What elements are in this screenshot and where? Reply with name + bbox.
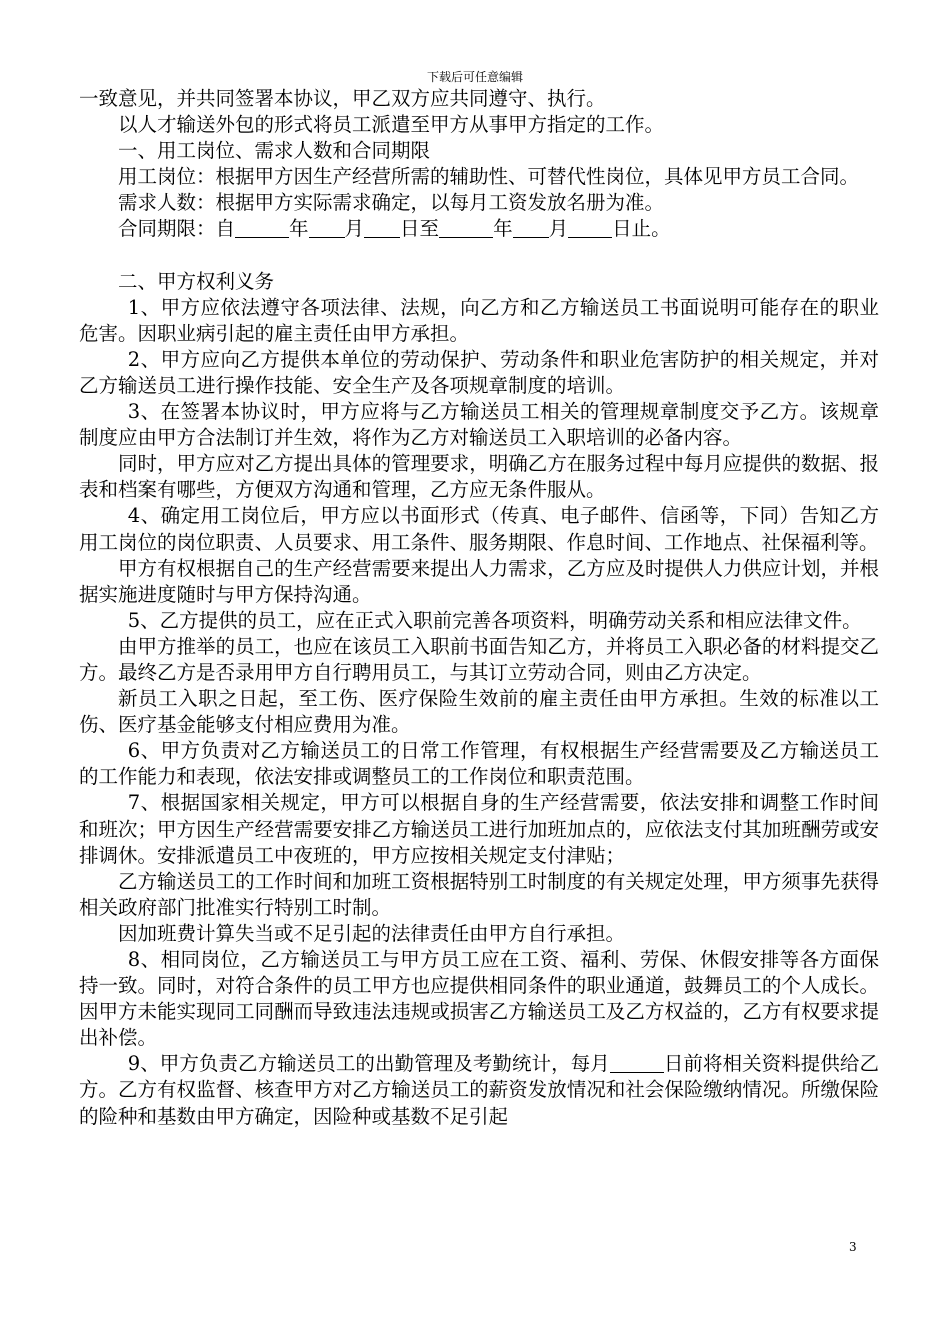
- page-header: 下载后可任意编辑: [426, 70, 523, 84]
- clause-4: 4、确定用工岗位后，甲方应以书面形式（传真、电子邮件、信函等，下同）告知乙方用工岗位的岗位职责、人员要求、用工条件、服务期限、作息时间、工作地点、社保福利等。: [79, 504, 879, 554]
- clause-1: 1、甲方应依法遵守各项法律、法规，向乙方和乙方输送员工书面说明可能存在的职业危害。因职业病引起的雇主责任由甲方承担。: [79, 295, 879, 345]
- blank-start-month: [309, 219, 345, 238]
- clause-3-note: 同时，甲方应对乙方提出具体的管理要求，明确乙方在服务过程中每月应提供的数据、报表和档案有哪些，方便双方沟通和管理，乙方应无条件服从。: [79, 452, 879, 502]
- clause-7-note-2: 因加班费计算失当或不足引起的法律责任由甲方自行承担。: [118, 921, 626, 945]
- clause-6: 6、甲方负责对乙方输送员工的日常工作管理，有权根据生产经营需要及乙方输送员工的工作能力和表现，依法安排或调整员工的工作岗位和职责范围。: [79, 739, 879, 789]
- blank-day-of-month: [610, 1054, 664, 1073]
- year-label: 年: [289, 217, 309, 241]
- clause-9: [79, 1051, 879, 1129]
- day-end-label: 日止。: [612, 217, 671, 241]
- clause-5-note-2: 新员工入职之日起，至工伤、医疗保险生效前的雇主责任由甲方承担。生效的标准以工伤、医疗基金能够支付相应费用为准。: [79, 687, 879, 737]
- clause-5-note-1: 由甲方推举的员工，也应在该员工入职前书面告知乙方，并将员工入职必备的材料提交乙方。最终乙方是否录用甲方自行聘用员工，与其订立劳动合同，则由乙方决定。: [79, 634, 879, 684]
- clause-5: 5、乙方提供的员工，应在正式入职前完善各项资料，明确劳动关系和相应法律文件。: [127, 608, 862, 632]
- document-body: [79, 86, 879, 1130]
- clause-3: 3、在签署本协议时，甲方应将与乙方输送员工相关的管理规章制度交予乙方。该规章制度应由甲方合法制订并生效，将作为乙方对输送员工入职培训的必备内容。: [79, 400, 879, 450]
- year-label: 年: [493, 217, 513, 241]
- blank-end-month: [513, 219, 549, 238]
- section-heading-1: 一、用工岗位、需求人数和合同期限: [118, 139, 431, 163]
- paragraph-intro-2: 以人才输送外包的形式将员工派遣至甲方从事甲方指定的工作。: [118, 113, 665, 137]
- blank-start-year: [235, 219, 289, 238]
- clause-2: 2、甲方应向乙方提供本单位的劳动保护、劳动条件和职业危害防护的相关规定，并对乙方输送员工进行操作技能、安全生产及各项规章制度的培训。: [79, 347, 879, 397]
- contract-term-label: 合同期限：自: [118, 217, 236, 241]
- paragraph-intro-1: 一致意见，并共同签署本协议，甲乙双方应共同遵守、执行。: [79, 87, 606, 110]
- section-heading-2: 二、甲方权利义务: [118, 269, 275, 293]
- paragraph-job-post: 用工岗位：根据甲方因生产经营所需的辅助性、可替代性岗位，具体见甲方员工合同。: [118, 165, 860, 189]
- paragraph-headcount: 需求人数：根据甲方实际需求确定，以每月工资发放名册为准。: [118, 191, 665, 215]
- clause-8: 8、相同岗位，乙方输送员工与甲方员工应在工资、福利、劳保、休假安排等各方面保持一致。同时，对符合条件的员工甲方也应提供相同条件的职业通道，鼓舞员工的个人成长。因甲方未能实现同工同酬而导致违法违规或损害乙方输送员工及乙方权益的，乙方有权要求提出补偿。: [79, 948, 879, 1050]
- clause-7-note-1: 乙方输送员工的工作时间和加班工资根据特别工时制度的有关规定处理，甲方须事先获得相关政府部门批准实行特别工时制。: [79, 869, 879, 919]
- page-number: 3: [849, 1240, 857, 1254]
- spacer: [79, 243, 879, 269]
- month-label: 月: [344, 217, 365, 241]
- clause-7: 7、根据国家相关规定，甲方可以根据自身的生产经营需要，依法安排和调整工作时间和班次；甲方因生产经营需要安排乙方输送员工进行加班加点的，应依法支付其加班酬劳或安排调休。安排派遣员工中夜班的，甲方应按相关规定支付津贴；: [79, 791, 879, 867]
- paragraph-contract-term: [79, 216, 879, 242]
- month-label: 月: [548, 217, 569, 241]
- clause-9-after: 日前将相关资料提供给乙方。乙方有权监督、核查甲方对乙方输送员工的薪资发放情况和社会保险缴纳情况。所缴保险的险种和基数由甲方确定，因险种或基数不足引起: [79, 1052, 879, 1128]
- blank-start-day: [364, 219, 400, 238]
- blank-end-year: [439, 219, 493, 238]
- clause-4-note: 甲方有权根据自己的生产经营需要来提出人力需求，乙方应及时提供人力供应计划，并根据实施进度随时与甲方保持沟通。: [79, 556, 879, 606]
- day-to-label: 日至: [400, 217, 440, 241]
- blank-end-day: [568, 219, 612, 238]
- clause-9-before: 9、甲方负责乙方输送员工的出勤管理及考勤统计，每月: [127, 1052, 610, 1076]
